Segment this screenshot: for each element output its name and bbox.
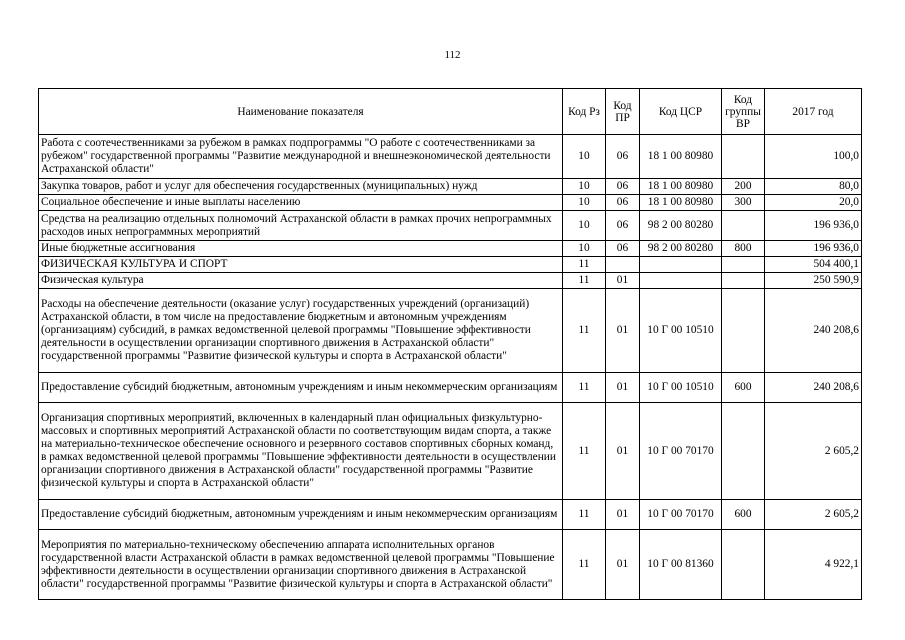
row-amount: 80,0 (765, 179, 862, 195)
row-amount: 2 605,2 (765, 403, 862, 500)
table-row (39, 530, 862, 600)
row-name: Иные бюджетные ассигнования (39, 241, 563, 257)
table-header-row (39, 89, 862, 135)
column-header-name: Наименование показателя (39, 89, 563, 135)
row-name: Физическая культура (39, 273, 563, 289)
row-vr (722, 135, 765, 179)
row-pr: 01 (606, 500, 640, 530)
page-number: 112 (444, 49, 461, 61)
table-row (39, 179, 862, 195)
row-vr: 200 (722, 179, 765, 195)
row-name: Мероприятия по материально-техническому обеспечению аппарата исполнительных органов государственной власти Астраханской области в рамках ведомственной целевой программы "Повышение эффективности деятельности в осуществлении организации спортивного движения в Астраханской области" государственной программы "Развитие физической культуры и спорта в Астраханской области" (39, 530, 563, 600)
row-csr: 10 Г 00 81360 (640, 530, 722, 600)
row-rz: 10 (563, 179, 606, 195)
row-name: Работа с соотечественниками за рубежом в рамках подпрограммы "О работе с соотечественниками за рубежом" государственной программы "Развитие международной и внешнеэкономической деятельности Астраханской области" (39, 135, 563, 179)
row-pr: 06 (606, 241, 640, 257)
row-amount: 20,0 (765, 195, 862, 211)
row-pr: 01 (606, 373, 640, 403)
row-amount: 100,0 (765, 135, 862, 179)
row-csr: 10 Г 00 10510 (640, 373, 722, 403)
row-rz: 11 (563, 289, 606, 373)
row-rz: 10 (563, 135, 606, 179)
row-vr (722, 530, 765, 600)
row-csr: 18 1 00 80980 (640, 135, 722, 179)
row-amount: 240 208,6 (765, 373, 862, 403)
row-pr: 06 (606, 195, 640, 211)
row-rz: 10 (563, 195, 606, 211)
table-row (39, 403, 862, 500)
row-name: Закупка товаров, работ и услуг для обеспечения государственных (муниципальных) нужд (39, 179, 563, 195)
row-rz: 11 (563, 273, 606, 289)
row-pr: 06 (606, 211, 640, 241)
row-vr (722, 257, 765, 273)
row-amount: 250 590,9 (765, 273, 862, 289)
column-header-vr: Код группы ВР (722, 89, 765, 135)
row-csr (640, 273, 722, 289)
row-rz: 11 (563, 257, 606, 273)
row-csr: 98 2 00 80280 (640, 241, 722, 257)
row-pr: 01 (606, 530, 640, 600)
row-name: Средства на реализацию отдельных полномочий Астраханской области в рамках прочих непрограммных расходов иных непрограммных мероприятий (39, 211, 563, 241)
row-pr (606, 257, 640, 273)
table-row (39, 135, 862, 179)
column-header-csr: Код ЦСР (640, 89, 722, 135)
row-rz: 10 (563, 211, 606, 241)
row-csr: 18 1 00 80980 (640, 179, 722, 195)
row-amount: 240 208,6 (765, 289, 862, 373)
row-name: ФИЗИЧЕСКАЯ КУЛЬТУРА И СПОРТ (39, 257, 563, 273)
row-vr (722, 211, 765, 241)
table-row (39, 373, 862, 403)
table-row (39, 211, 862, 241)
column-header-pr: Код ПР (606, 89, 640, 135)
row-csr: 18 1 00 80980 (640, 195, 722, 211)
row-vr (722, 403, 765, 500)
table-row (39, 289, 862, 373)
row-csr: 10 Г 00 70170 (640, 500, 722, 530)
row-vr (722, 289, 765, 373)
table-row (39, 500, 862, 530)
row-vr: 300 (722, 195, 765, 211)
row-amount: 196 936,0 (765, 211, 862, 241)
table-row (39, 273, 862, 289)
budget-table (38, 88, 862, 600)
row-vr: 600 (722, 500, 765, 530)
row-pr: 01 (606, 273, 640, 289)
column-header-year: 2017 год (765, 89, 862, 135)
row-vr: 800 (722, 241, 765, 257)
row-vr: 600 (722, 373, 765, 403)
row-rz: 11 (563, 530, 606, 600)
row-pr: 06 (606, 135, 640, 179)
row-pr: 01 (606, 403, 640, 500)
row-pr: 06 (606, 179, 640, 195)
row-rz: 10 (563, 241, 606, 257)
table-row (39, 195, 862, 211)
row-name: Расходы на обеспечение деятельности (оказание услуг) государственных учреждений (организаций) Астраханской области, в том числе на предоставление бюджетным и автономным учреждениям (организациям) субсидий, в рамках ведомственной целевой программы "Повышение эффективности деятельности в осуществлении организации спортивного движения в Астраханской области" государственной программы "Развитие физической культуры и спорта в Астраханской области" (39, 289, 563, 373)
row-amount: 504 400,1 (765, 257, 862, 273)
row-name: Предоставление субсидий бюджетным, автономным учреждениям и иным некоммерческим организациям (39, 500, 563, 530)
row-rz: 11 (563, 373, 606, 403)
row-rz: 11 (563, 403, 606, 500)
row-amount: 196 936,0 (765, 241, 862, 257)
row-vr (722, 273, 765, 289)
row-name: Предоставление субсидий бюджетным, автономным учреждениям и иным некоммерческим организациям (39, 373, 563, 403)
row-name: Организация спортивных мероприятий, включенных в календарный план официальных физкультурно-массовых и спортивных мероприятий Астраханской области по соответствующим видам спорта, а также на материально-техническое обеспечение основного и резервного составов спортивных сборных команд, в рамках ведомственной целевой программы "Повышение эффективности деятельности в осуществлении организации спортивного движения в Астраханской области" государственной программы "Развитие физической культуры и спорта в Астраханской области" (39, 403, 563, 500)
row-amount: 2 605,2 (765, 500, 862, 530)
row-rz: 11 (563, 500, 606, 530)
column-header-rz: Код Рз (563, 89, 606, 135)
row-csr: 10 Г 00 10510 (640, 289, 722, 373)
row-csr: 98 2 00 80280 (640, 211, 722, 241)
table-row (39, 257, 862, 273)
row-csr: 10 Г 00 70170 (640, 403, 722, 500)
row-pr: 01 (606, 289, 640, 373)
row-csr (640, 257, 722, 273)
table-row (39, 241, 862, 257)
row-name: Социальное обеспечение и иные выплаты населению (39, 195, 563, 211)
row-amount: 4 922,1 (765, 530, 862, 600)
